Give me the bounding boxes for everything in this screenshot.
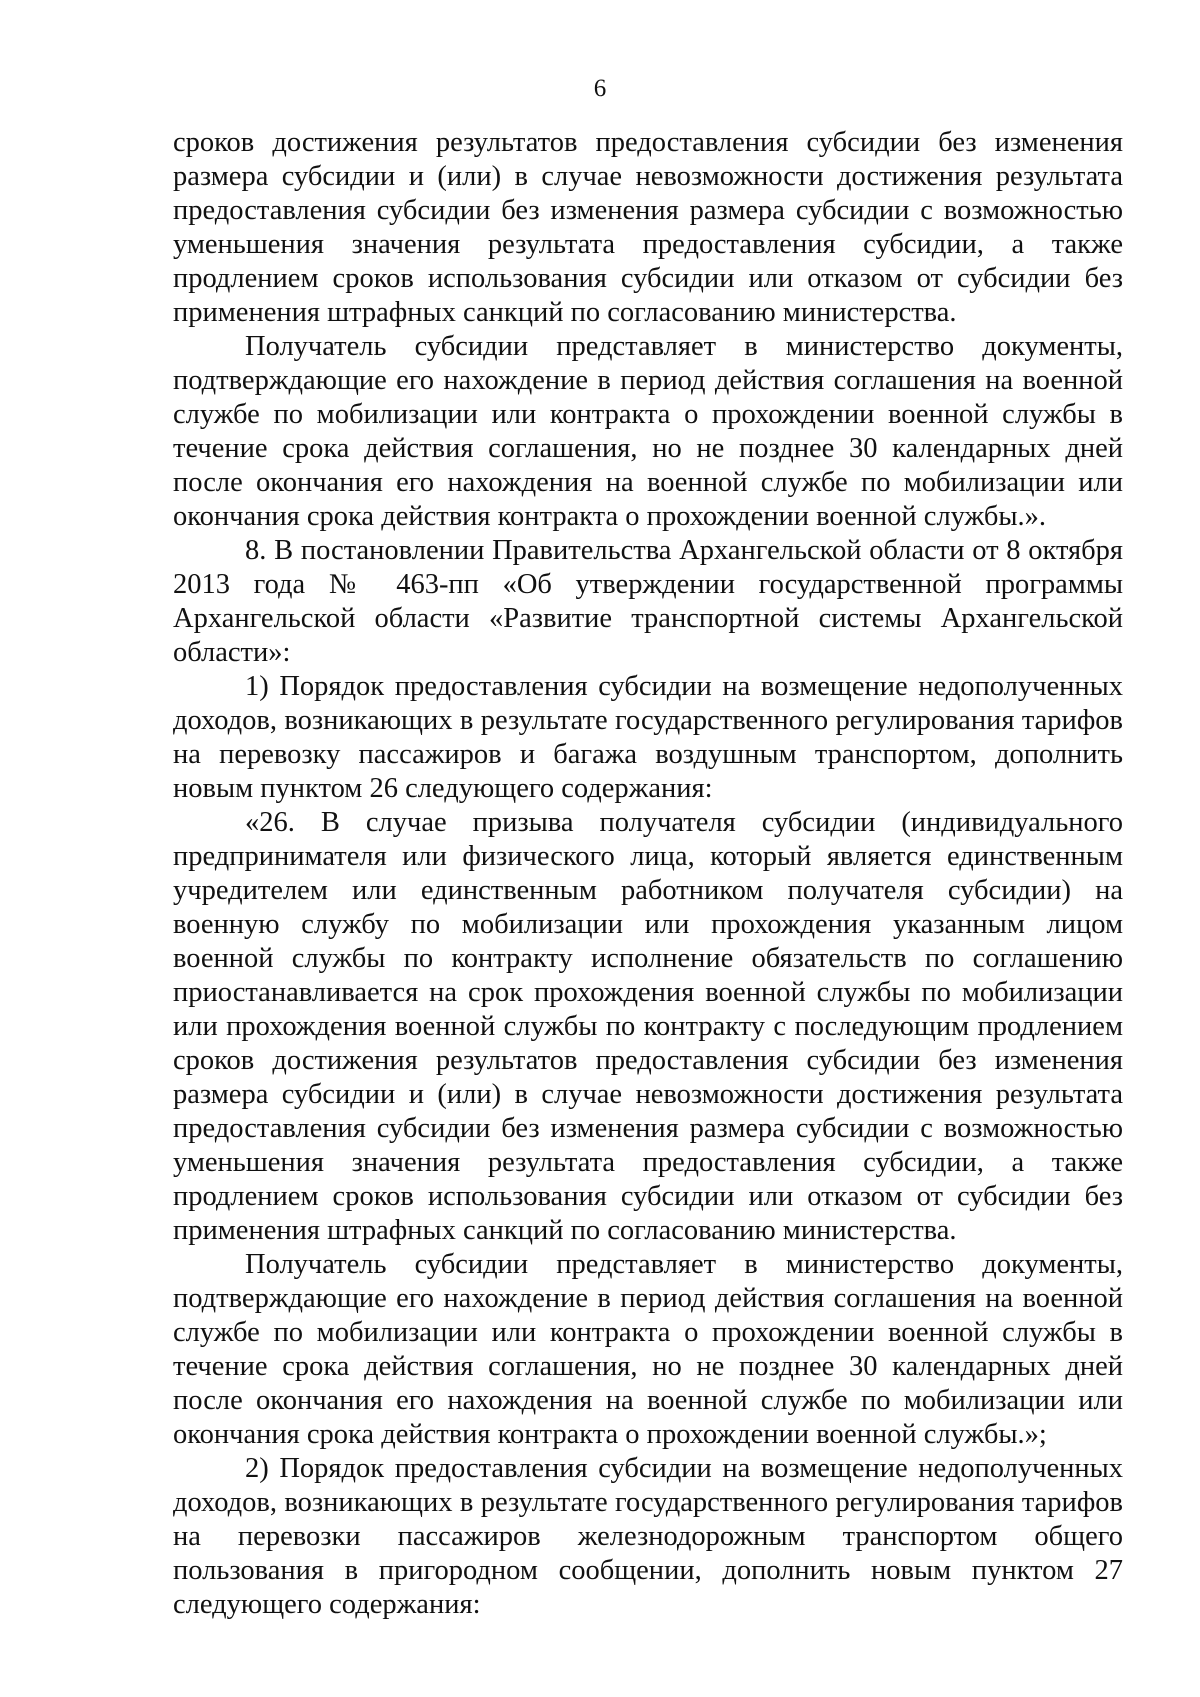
paragraph-point-26: «26. В случае призыва получателя субсидии (индивидуального предпринимателя или физического лица, который является единственным учредителем или единственным работником получателя субсидии) на военную службу по мобилизации или прохождения указанным лицом военной службы по контракту исполнение обязательств по соглашению приостанавливается на срок прохождения военной службы по мобилизации или прохождения военной службы по контракту с последующим продлением сроков достижения результатов предоставления субсидии без изменения размера субсидии и (или) в случае невозможности достижения результата предоставления субсидии без изменения размера субсидии с возможностью уменьшения значения результата предоставления субсидии, а также продлением сроков использования субсидии или отказом от субсидии без применения штрафных санкций по согласованию министерства. (173, 807, 1123, 1246)
document-body (173, 126, 1123, 1622)
page-number: 6 (593, 75, 607, 102)
paragraph-recipient-documents-2: Получатель субсидии представляет в министерство документы, подтверждающие его нахождение в период действия соглашения на военной службе по мобилизации или контракта о прохождении военной службы в течение срока действия соглашения, но не позднее 30 календарных дней после окончания его нахождения на военной службе по мобилизации или окончания срока действия контракта о прохождении военной службы.»; (173, 1249, 1123, 1450)
paragraph-subitem-2: 2) Порядок предоставления субсидии на возмещение недополученных доходов, возникающих в результате государственного регулирования тарифов на перевозки пассажиров железнодорожным транспортом общего пользования в пригородном сообщении, дополнить новым пунктом 27 следующего содержания: (173, 1453, 1123, 1620)
paragraph-subitem-1: 1) Порядок предоставления субсидии на возмещение недополученных доходов, возникающих в результате государственного регулирования тарифов на перевозку пассажиров и багажа воздушным транспортом, дополнить новым пунктом 26 следующего содержания: (173, 671, 1123, 804)
paragraph-recipient-documents: Получатель субсидии представляет в министерство документы, подтверждающие его нахождение в период действия соглашения на военной службе по мобилизации или контракта о прохождении военной службы в течение срока действия соглашения, но не позднее 30 календарных дней после окончания его нахождения на военной службе по мобилизации или окончания срока действия контракта о прохождении военной службы.». (173, 331, 1123, 532)
paragraph-continuation: сроков достижения результатов предоставления субсидии без изменения размера субсидии и (или) в случае невозможности достижения результата предоставления субсидии без изменения размера субсидии с возможностью уменьшения значения результата предоставления субсидии, а также продлением сроков использования субсидии или отказом от субсидии без применения штрафных санкций по согласованию министерства. (173, 127, 1123, 328)
paragraph-item-8: 8. В постановлении Правительства Архангельской области от 8 октября 2013 года № 463-пп «Об утверждении государственной программы Архангельской области «Развитие транспортной системы Архангельской области»: (173, 535, 1123, 668)
